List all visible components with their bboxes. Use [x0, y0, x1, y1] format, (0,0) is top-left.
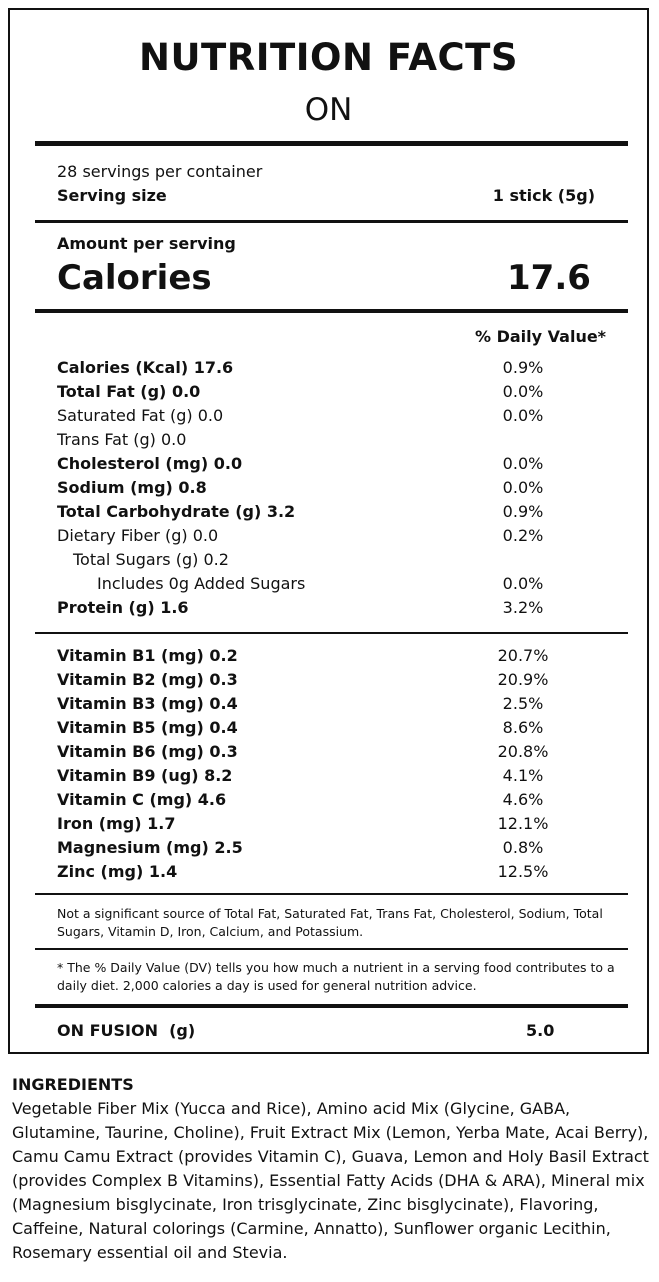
- calories-value: 17.6: [507, 258, 591, 298]
- nutrient-name: Includes 0g Added Sugars: [97, 574, 306, 593]
- vitamin-daily-value: 8.6%: [502, 718, 544, 737]
- calories-label: Calories: [57, 258, 212, 298]
- vitamin-name: Vitamin B3 (mg) 0.4: [57, 694, 238, 713]
- nutrient-name: Cholesterol (mg) 0.0: [57, 454, 243, 473]
- vitamin-name: Magnesium (mg) 2.5: [57, 838, 243, 857]
- nutrient-daily-value: 0.2%: [502, 526, 544, 545]
- vitamin-name: Iron (mg) 1.7: [57, 814, 176, 833]
- nutrient-name: Saturated Fat (g) 0.0: [57, 406, 224, 425]
- vitamin-daily-value: 0.8%: [502, 838, 544, 857]
- daily-value-note: * The % Daily Value (DV) tells you how much a nutrient in a serving food contributes to a daily diet. 2,000 calories a day is used for general nutrition advice.: [57, 960, 615, 993]
- nutrient-daily-value: 0.0%: [502, 406, 544, 425]
- vitamin-daily-value: 2.5%: [502, 694, 544, 713]
- nutrient-daily-value: 0.9%: [502, 502, 544, 521]
- servings-per-container: 28 servings per container: [57, 162, 263, 181]
- product-name: ON: [304, 92, 353, 128]
- divider-vitamins: [35, 632, 628, 634]
- blend-label: ON FUSION (g): [57, 1021, 196, 1040]
- not-significant-note: Not a significant source of Total Fat, Saturated Fat, Trans Fat, Cholesterol, Sodium, Total Sugars, Vitamin D, Iron, Calcium, and Potassium.: [57, 906, 603, 939]
- nutrient-name: Total Carbohydrate (g) 3.2: [57, 502, 296, 521]
- vitamin-daily-value: 20.8%: [497, 742, 549, 761]
- vitamin-name: Vitamin B5 (mg) 0.4: [57, 718, 238, 737]
- amount-per-serving-label: Amount per serving: [57, 234, 236, 253]
- ingredients-title: INGREDIENTS: [12, 1075, 134, 1094]
- nutrient-name: Calories (Kcal) 17.6: [57, 358, 234, 377]
- vitamin-name: Vitamin B6 (mg) 0.3: [57, 742, 238, 761]
- nutrient-name: Total Fat (g) 0.0: [57, 382, 201, 401]
- nutrition-facts-panel: [8, 8, 649, 1054]
- nutrient-daily-value: 0.0%: [502, 454, 544, 473]
- vitamin-name: Zinc (mg) 1.4: [57, 862, 178, 881]
- daily-value-header: % Daily Value*: [475, 327, 607, 346]
- divider-serving: [35, 220, 628, 223]
- vitamin-daily-value: 12.5%: [497, 862, 549, 881]
- serving-size-value: 1 stick (5g): [492, 186, 595, 205]
- nutrient-name: Sodium (mg) 0.8: [57, 478, 207, 497]
- vitamin-name: Vitamin B1 (mg) 0.2: [57, 646, 238, 665]
- nutrient-name: Protein (g) 1.6: [57, 598, 189, 617]
- vitamin-daily-value: 4.6%: [502, 790, 544, 809]
- nutrient-daily-value: 3.2%: [502, 598, 544, 617]
- nutrient-daily-value: 0.0%: [502, 382, 544, 401]
- divider-thick-top: [35, 141, 628, 146]
- vitamin-daily-value: 20.9%: [497, 670, 549, 689]
- nutrient-daily-value: 0.0%: [502, 574, 544, 593]
- vitamin-daily-value: 4.1%: [502, 766, 544, 785]
- nutrient-name: Trans Fat (g) 0.0: [57, 430, 187, 449]
- vitamin-daily-value: 20.7%: [497, 646, 549, 665]
- panel-title: NUTRITION FACTS: [138, 36, 519, 79]
- divider-blend: [35, 1004, 628, 1008]
- divider-dv-note: [35, 948, 628, 950]
- serving-size-label: Serving size: [57, 186, 167, 205]
- nutrient-daily-value: 0.9%: [502, 358, 544, 377]
- blend-value: 5.0: [526, 1021, 555, 1040]
- nutrient-name: Dietary Fiber (g) 0.0: [57, 526, 219, 545]
- ingredients-text: Vegetable Fiber Mix (Yucca and Rice), Amino acid Mix (Glycine, GABA, Glutamine, Taurine, Choline), Fruit Extract Mix (Lemon, Yerba Mate, Acai Berry), Camu Camu Extract (provides Vitamin C), Guava, Lemon and Holy Basil Extract (provides Complex B Vitamins), Essential Fatty Acids (DHA & ARA), Mineral mix (Magnesium bisglycinate, Iron trisglycinate, Zinc bisglycinate), Flavoring, Caffeine, Natural colorings (Carmine, Annatto), Sunflower organic Lecithin, Rosemary essential oil and Stevia.: [12, 1099, 649, 1262]
- vitamin-name: Vitamin C (mg) 4.6: [57, 790, 227, 809]
- vitamin-daily-value: 12.1%: [497, 814, 549, 833]
- divider-calories: [35, 309, 628, 313]
- vitamin-name: Vitamin B2 (mg) 0.3: [57, 670, 238, 689]
- vitamin-name: Vitamin B9 (ug) 8.2: [57, 766, 233, 785]
- nutrient-daily-value: 0.0%: [502, 478, 544, 497]
- divider-footnote: [35, 893, 628, 895]
- nutrient-name: Total Sugars (g) 0.2: [73, 550, 229, 569]
